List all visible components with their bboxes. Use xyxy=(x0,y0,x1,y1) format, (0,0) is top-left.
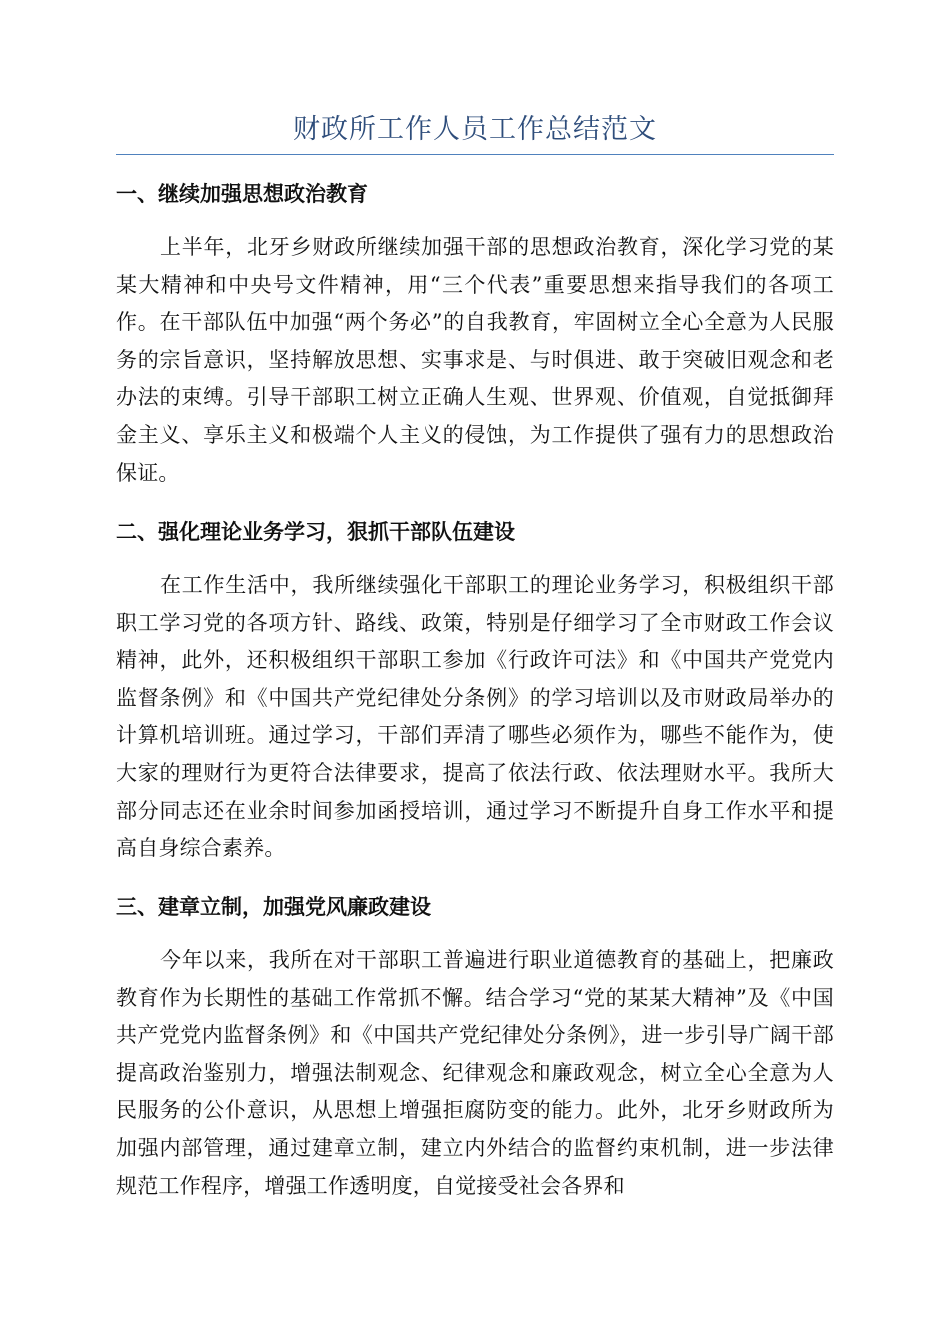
section-paragraph-3: 今年以来，我所在对干部职工普遍进行职业道德教育的基础上，把廉政教育作为长期性的基础工作常抓不懈。结合学习“党的某某大精神”及《中国共产党党内监督条例》和《中国共产党纪律处分条例》，进一步引导广阔干部提高政治鉴别力，增强法制观念、纪律观念和廉政观念，树立全心全意为人民服务的公仆意识，从思想上增强拒腐防变的能力。此外，北牙乡财政所为加强内部管理，通过建章立制，建立内外结合的监督约束机制，进一步法律规范工作程序，增强工作透明度，自觉接受社会各界和 xyxy=(116,948,834,1198)
section-heading-3: 三、建章立制，加强党风廉政建设 xyxy=(116,895,431,919)
section-heading-1: 一、继续加强思想政治教育 xyxy=(116,182,368,206)
section-heading-2: 二、强化理论业务学习，狠抓干部队伍建设 xyxy=(116,520,515,544)
document-title: 财政所工作人员工作总结范文 xyxy=(293,114,657,145)
section-paragraph-2: 在工作生活中，我所继续强化干部职工的理论业务学习，积极组织干部职工学习党的各项方针、路线、政策，特别是仔细学习了全市财政工作会议精神，此外，还积极组织干部职工参加《行政许可法》和《中国共产党党内监督条例》和《中国共产党纪律处分条例》的学习培训以及市财政局举办的计算机培训班。通过学习，干部们弄清了哪些必须作为，哪些不能作为，使大家的理财行为更符合法律要求，提高了依法行政、依法理财水平。我所大部分同志还在业余时间参加函授培训，通过学习不断提升自身工作水平和提高自身综合素养。 xyxy=(116,573,834,861)
section-paragraph-1: 上半年，北牙乡财政所继续加强干部的思想政治教育，深化学习党的某某大精神和中央号文件精神，用“三个代表”重要思想来指导我们的各项工作。在干部队伍中加强“两个务必”的自我教育，牢固树立全心全意为人民服务的宗旨意识，坚持解放思想、实事求是、与时俱进、敢于突破旧观念和老办法的束缚。引导干部职工树立正确人生观、世界观、价值观，自觉抵御拜金主义、享乐主义和极端个人主义的侵蚀，为工作提供了强有力的思想政治保证。 xyxy=(116,235,834,485)
title-underline xyxy=(116,154,834,155)
